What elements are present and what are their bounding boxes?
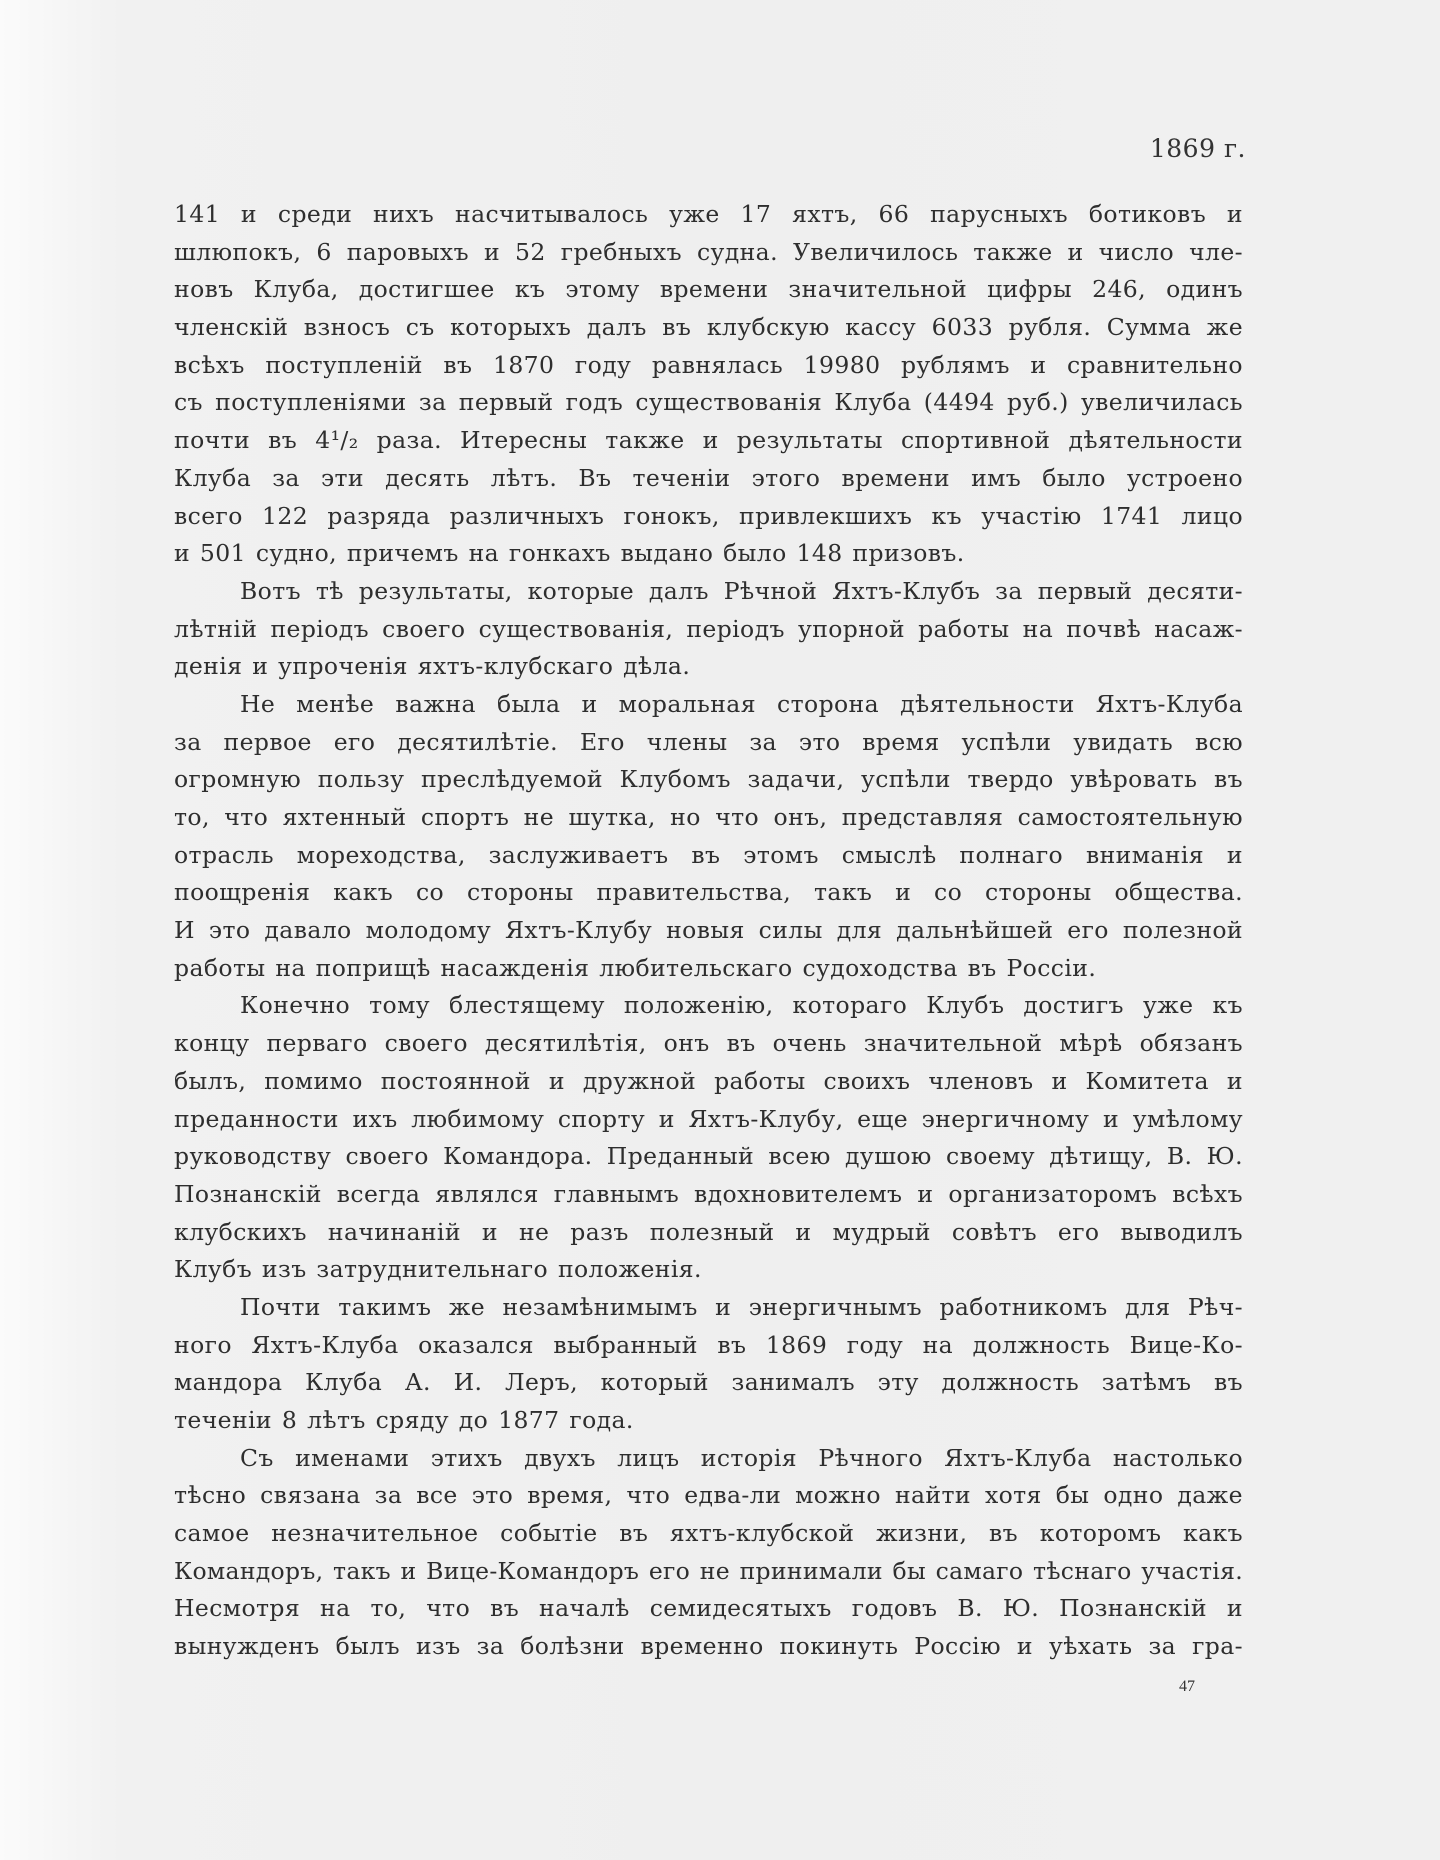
text-line: Вотъ тѣ результаты, которые далъ Рѣчной Яхтъ-Клубъ за первый десяти- bbox=[240, 576, 1243, 605]
text-line: Конечно тому блестящему положенію, котораго Клубъ достигъ уже къ bbox=[240, 991, 1243, 1020]
text-line: огромную пользу преслѣдуемой Клубомъ задачи, успѣли твердо увѣровать въ bbox=[174, 765, 1243, 794]
text-line: теченіи 8 лѣтъ сряду до 1877 года. bbox=[174, 1406, 634, 1434]
text-line: за первое его десятилѣтіе. Его члены за это время успѣли увидать всю bbox=[174, 727, 1243, 756]
text-line: шлюпокъ, 6 паровыхъ и 52 гребныхъ судна. Увеличилось также и число чле- bbox=[174, 237, 1243, 266]
text-line: лѣтній періодъ своего существованія, періодъ упорной работы на почвѣ насаж- bbox=[174, 614, 1243, 643]
text-line: членскій взносъ съ которыхъ далъ въ клубскую кассу 6033 рубля. Сумма же bbox=[174, 313, 1243, 342]
text-line: былъ, помимо постоянной и дружной работы своихъ членовъ и Комитета и bbox=[174, 1066, 1243, 1095]
page-number: 47 bbox=[1179, 1678, 1195, 1695]
text-line: поощренія какъ со стороны правительства, такъ и со стороны общества. bbox=[174, 878, 1243, 907]
text-line: Почти такимъ же незамѣнимымъ и энергичнымъ работникомъ для Рѣч- bbox=[240, 1292, 1243, 1321]
text-line: то, что яхтенный спортъ не шутка, но что онъ, представляя самостоятельную bbox=[174, 803, 1243, 831]
text-line: концу перваго своего десятилѣтія, онъ въ очень значительной мѣрѣ обязанъ bbox=[174, 1029, 1243, 1058]
text-line: И это давало молодому Яхтъ-Клубу новыя силы для дальнѣйшей его полезной bbox=[174, 916, 1243, 945]
text-line: Съ именами этихъ двухъ лицъ исторія Рѣчного Яхтъ-Клуба настолько bbox=[240, 1443, 1243, 1472]
paragraph-2 bbox=[174, 573, 1243, 686]
paragraph-4 bbox=[174, 987, 1243, 1289]
text-line: работы на поприщѣ насажденія любительскаго судоходства въ Россіи. bbox=[174, 953, 1097, 982]
text-line: новъ Клуба, достигшее къ этому времени значительной цифры 246, одинъ bbox=[174, 275, 1243, 304]
text-line: и 501 судно, причемъ на гонкахъ выдано было 148 призовъ. bbox=[174, 539, 965, 568]
text-line: почти въ 4¹/₂ раза. Итересны также и результаты спортивной дѣятельности bbox=[174, 426, 1243, 455]
text-line: мандора Клуба А. И. Леръ, который занималъ эту должность затѣмъ въ bbox=[174, 1368, 1243, 1397]
text-line: вынужденъ былъ изъ за болѣзни временно покинуть Россію и уѣхать за гра- bbox=[174, 1632, 1243, 1661]
text-line: Клуба за эти десять лѣтъ. Въ теченіи этого времени имъ было устроено bbox=[174, 463, 1243, 492]
text-line: денія и упроченія яхтъ-клубскаго дѣла. bbox=[174, 652, 691, 681]
text-line: руководству своего Командора. Преданный всею душою своему дѣтищу, В. Ю. bbox=[174, 1142, 1243, 1171]
text-line: Командоръ, такъ и Вице-Командоръ его не принимали бы самаго тѣснаго участія. bbox=[174, 1556, 1243, 1585]
text-line: клубскихъ начинаній и не разъ полезный и мудрый совѣтъ его выводилъ bbox=[174, 1217, 1243, 1246]
paragraph-3 bbox=[174, 686, 1243, 988]
text-line: Познанскій всегда являлся главнымъ вдохновителемъ и организаторомъ всѣхъ bbox=[174, 1179, 1243, 1208]
text-line: Не менѣе важна была и моральная сторона дѣятельности Яхтъ-Клуба bbox=[240, 689, 1243, 718]
text-line: отрасль мореходства, заслуживаетъ въ этомъ смыслѣ полнаго вниманія и bbox=[174, 840, 1243, 869]
text-line: Несмотря на то, что въ началѣ семидесятыхъ годовъ В. Ю. Познанскій и bbox=[174, 1594, 1243, 1623]
text-line: самое незначительное событіе въ яхтъ-клубской жизни, въ которомъ какъ bbox=[174, 1519, 1243, 1548]
running-head-year: 1869 г. bbox=[1149, 134, 1246, 163]
text-line: съ поступленіями за первый годъ существованія Клуба (4494 руб.) увеличилась bbox=[174, 388, 1243, 417]
paragraph-5 bbox=[174, 1289, 1243, 1440]
paragraph-6 bbox=[174, 1440, 1243, 1666]
text-line: всѣхъ поступленій въ 1870 году равнялась 19980 рублямъ и сравнительно bbox=[174, 350, 1243, 379]
text-line: Клубъ изъ затруднительнаго положенія. bbox=[174, 1255, 702, 1284]
paragraph-1 bbox=[174, 196, 1243, 573]
text-line: преданности ихъ любимому спорту и Яхтъ-Клубу, еще энергичному и умѣлому bbox=[174, 1104, 1243, 1133]
text-line: 141 и среди нихъ насчитывалось уже 17 яхтъ, 66 парусныхъ ботиковъ и bbox=[174, 200, 1243, 228]
text-line: тѣсно связана за все это время, что едва-ли можно найти хотя бы одно даже bbox=[174, 1481, 1243, 1510]
body-text bbox=[174, 196, 1243, 1666]
text-line: ного Яхтъ-Клуба оказался выбранный въ 1869 году на должность Вице-Ко- bbox=[174, 1330, 1243, 1359]
text-line: всего 122 разряда различныхъ гонокъ, привлекшихъ къ участію 1741 лицо bbox=[174, 501, 1243, 530]
